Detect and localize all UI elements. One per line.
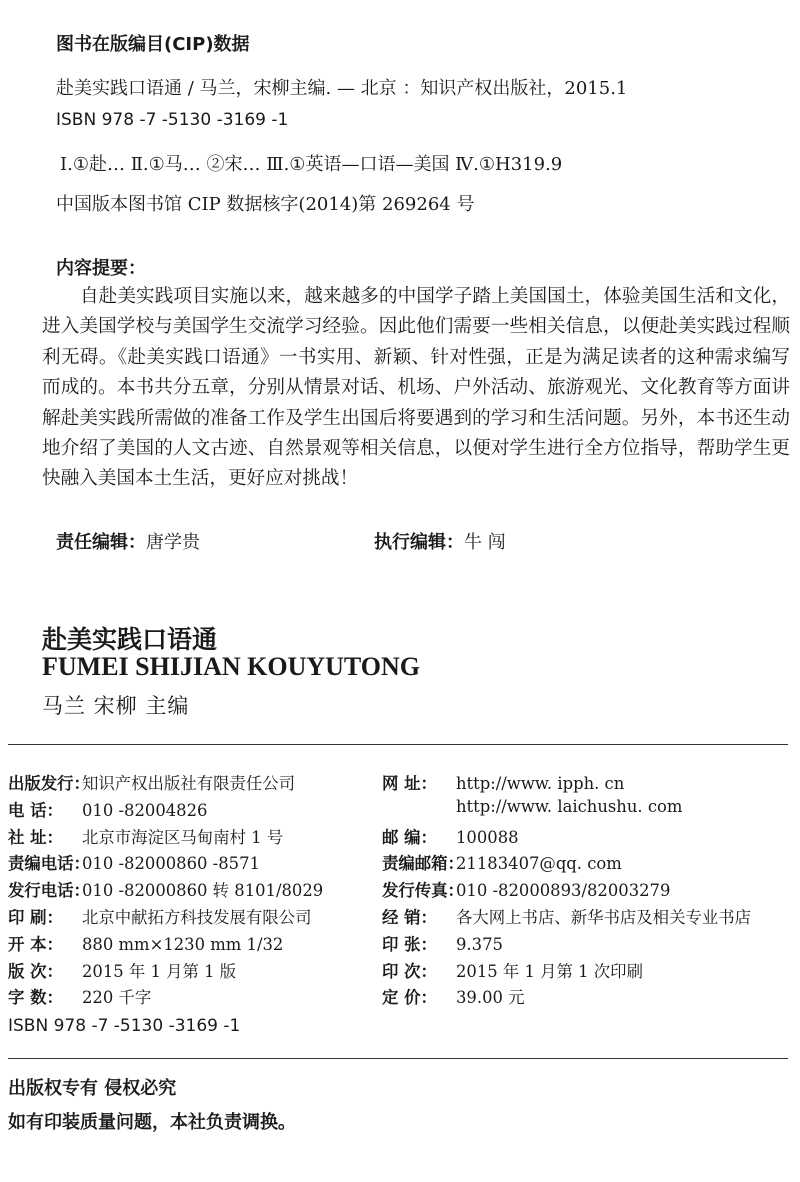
publication-field-label: 印 张： bbox=[382, 934, 437, 954]
publication-field-value: 北京市海淀区马甸南村 1 号 bbox=[82, 827, 284, 847]
publication-field-value: 2015 年 1 月第 1 版 bbox=[82, 961, 237, 981]
book-title-pinyin: FUMEI SHIJIAN KOUYUTONG bbox=[42, 652, 421, 681]
executive-editor-label: 执行编辑： bbox=[374, 532, 464, 553]
publication-field-value: 各大网上书店、新华书店及相关专业书店 bbox=[456, 908, 752, 927]
publication-field-value: http://www. ipph. cn bbox=[456, 774, 625, 793]
summary-heading: 内容提要： bbox=[56, 258, 146, 279]
publication-field-label: 出版发行： bbox=[8, 774, 90, 793]
publication-isbn: ISBN 978 -7 -5130 -3169 -1 bbox=[8, 1016, 241, 1036]
publication-row bbox=[8, 958, 798, 984]
publication-field-label: 网 址： bbox=[382, 774, 437, 793]
publication-field-left bbox=[8, 824, 283, 848]
publication-field-label: 印 刷： bbox=[8, 908, 63, 927]
publication-field-value: 010 -82000860 -8571 bbox=[82, 854, 260, 874]
responsible-editor bbox=[56, 528, 200, 554]
publication-field-left bbox=[8, 850, 260, 874]
cip-classification: Ⅰ.①赴… Ⅱ.①马… ②宋… Ⅲ.①英语—口语—美国 Ⅳ.①H319.9 bbox=[60, 154, 563, 175]
publication-field-right bbox=[382, 850, 622, 874]
publication-field-value: 知识产权出版社有限责任公司 bbox=[82, 774, 296, 793]
publication-row bbox=[8, 877, 798, 903]
publication-field-label: 定 价： bbox=[382, 988, 437, 1008]
publication-field-label: 责编电话： bbox=[8, 854, 90, 874]
publication-field-right bbox=[382, 770, 624, 794]
publication-field-value: 21183407@qq. com bbox=[456, 854, 622, 874]
publication-row bbox=[8, 984, 798, 1010]
publication-field-label: 印 次： bbox=[382, 961, 437, 981]
publication-field-value: 39.00 元 bbox=[456, 988, 525, 1008]
executive-editor bbox=[374, 528, 506, 554]
publication-field-label: 邮 编： bbox=[382, 827, 437, 847]
publication-field-left bbox=[8, 931, 283, 955]
publication-field-value: 010 -82000893/82003279 bbox=[456, 881, 671, 901]
book-title: 赴美实践口语通 bbox=[42, 625, 218, 654]
responsible-editor-name: 唐学贵 bbox=[146, 532, 200, 553]
publication-field-right bbox=[382, 958, 643, 982]
publication-field-value: 010 -82000860 转 8101/8029 bbox=[82, 881, 324, 901]
publication-field-value: 100088 bbox=[456, 827, 519, 847]
divider-top bbox=[8, 744, 788, 745]
publication-row bbox=[8, 797, 798, 823]
publication-field-right bbox=[382, 904, 751, 928]
publication-field-value: http://www. laichushu. com bbox=[456, 796, 683, 816]
publication-field-left bbox=[8, 904, 311, 928]
publication-field-label: 责编邮箱： bbox=[382, 854, 464, 874]
publication-row bbox=[8, 770, 798, 796]
publication-field-label: 电 话： bbox=[8, 800, 63, 820]
publication-field-label: 发行电话： bbox=[8, 881, 90, 901]
publication-field-label: 字 数： bbox=[8, 988, 63, 1008]
publication-row bbox=[8, 931, 798, 957]
publication-field-right bbox=[382, 824, 519, 848]
publication-field-left bbox=[8, 770, 295, 794]
cip-isbn: ISBN 978 -7 -5130 -3169 -1 bbox=[56, 110, 289, 130]
publication-field-right bbox=[382, 984, 525, 1008]
responsible-editor-label: 责任编辑： bbox=[56, 532, 146, 553]
cip-title: 图书在版编目(CIP)数据 bbox=[56, 34, 250, 55]
divider-bottom bbox=[8, 1058, 788, 1059]
publication-field-label: 发行传真： bbox=[382, 881, 464, 901]
publication-field-right bbox=[382, 931, 503, 955]
publication-field-left bbox=[8, 958, 236, 982]
publication-field-left bbox=[8, 984, 151, 1008]
rights-notice: 出版权专有 侵权必究 bbox=[8, 1078, 177, 1099]
executive-editor-name: 牛 闯 bbox=[464, 532, 506, 553]
publication-field-label: 版 次： bbox=[8, 961, 63, 981]
publication-field-value: 北京中献拓方科技发展有限公司 bbox=[82, 908, 312, 927]
publication-field-left bbox=[8, 797, 207, 821]
publication-row bbox=[8, 850, 798, 876]
publication-field-right bbox=[382, 877, 670, 901]
publication-row bbox=[8, 824, 798, 850]
publication-field-value: 880 mm×1230 mm 1/32 bbox=[82, 934, 284, 954]
publication-field-value: 220 千字 bbox=[82, 988, 152, 1008]
publication-field-value: 2015 年 1 月第 1 次印刷 bbox=[456, 961, 643, 981]
publication-row bbox=[8, 904, 798, 930]
book-editors: 马兰 宋柳 主编 bbox=[42, 694, 190, 718]
publication-field-left bbox=[8, 877, 323, 901]
cip-number: 中国版本图书馆 CIP 数据核字(2014)第 269264 号 bbox=[56, 194, 475, 215]
quality-notice: 如有印装质量问题，本社负责调换。 bbox=[8, 1112, 296, 1133]
publication-field-value: 010 -82004826 bbox=[82, 800, 208, 820]
cip-bibliographic-line: 赴美实践口语通 / 马兰，宋柳主编. — 北京 ：知识产权出版社，2015.1 bbox=[56, 78, 628, 99]
summary-body: 自赴美实践项目实施以来，越来越多的中国学子踏上美国国土，体验美国生活和文化，进入美国学校与美国学生交流学习经验。因此他们需要一些相关信息，以便赴美实践过程顺利无碍。《赴美实践口语通》一书实用、新颖、针对性强，正是为满足读者的这种需求编写而成的。本书共分五章，分别从情景对话、机场、户外活动、旅游观光、文化教育等方面讲解赴美实践所需做的准备工作及学生出国后将要遇到的学习和生活问题。另外，本书还生动地介绍了美国的人文古迹、自然景观等相关信息，以便对学生进行全方位指导，帮助学生更快融入美国本土生活，更好应对挑战！ bbox=[42, 286, 790, 490]
publication-field-value: 9.375 bbox=[456, 934, 503, 954]
publication-field-right bbox=[382, 797, 682, 816]
publication-field-label: 经 销： bbox=[382, 908, 437, 927]
publication-field-label: 开 本： bbox=[8, 934, 63, 954]
publication-field-label: 社 址： bbox=[8, 827, 63, 847]
